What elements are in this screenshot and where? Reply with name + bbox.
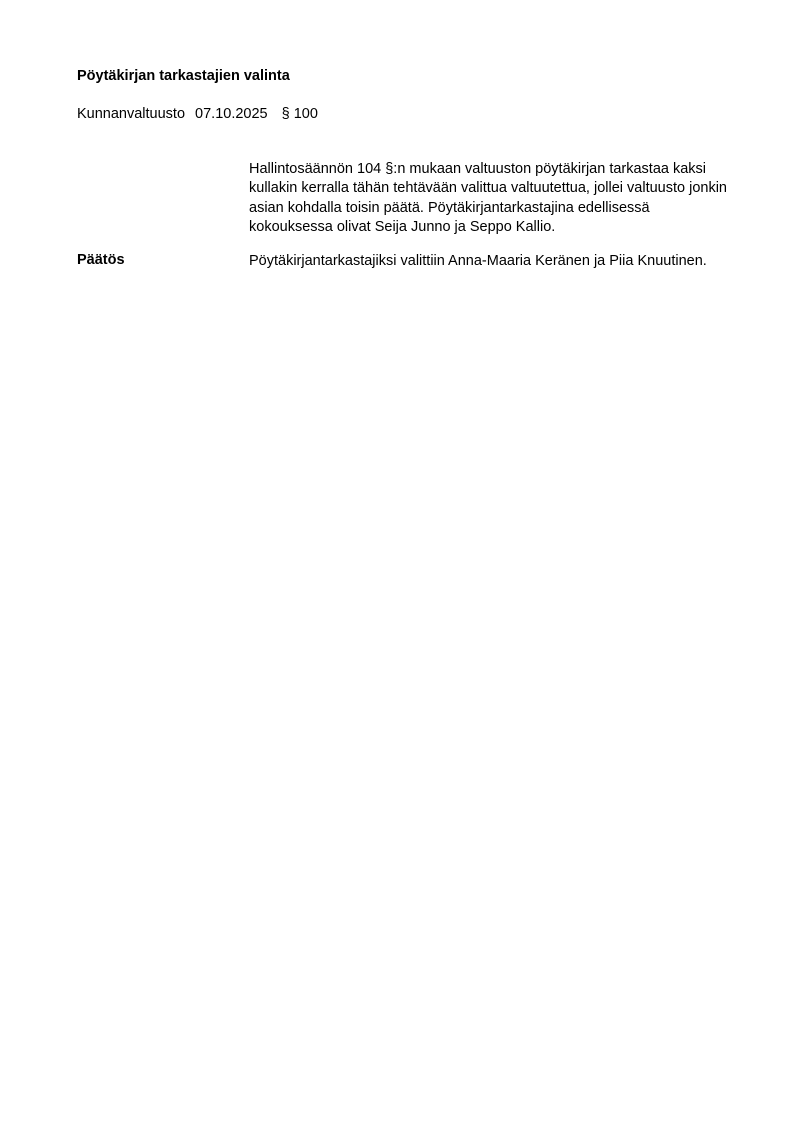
meeting-date: 07.10.2025 (195, 106, 268, 122)
meeting-info (77, 106, 328, 122)
decision-text: Pöytäkirjantarkastajiksi valittiin Anna-Maaria Keränen ja Piia Knuutinen. (249, 253, 707, 269)
meeting-body: Kunnanvaltuusto (77, 106, 186, 122)
decision-label: Päätös (77, 252, 125, 268)
meeting-section: § 100 (281, 106, 318, 122)
page-title: Pöytäkirjan tarkastajien valinta (77, 68, 290, 84)
preparation-text: Hallintosäännön 104 §:n mukaan valtuuston pöytäkirjan tarkastaa kaksi kullakin kerralla tähän tehtävään valittua valtuutettua, jollei valtuusto jonkin asian kohdalla toisin päätä. Pöytäkirjantarkastajina edellisessä kokouksessa olivat Seija Junno ja Seppo Kallio. (249, 161, 727, 235)
